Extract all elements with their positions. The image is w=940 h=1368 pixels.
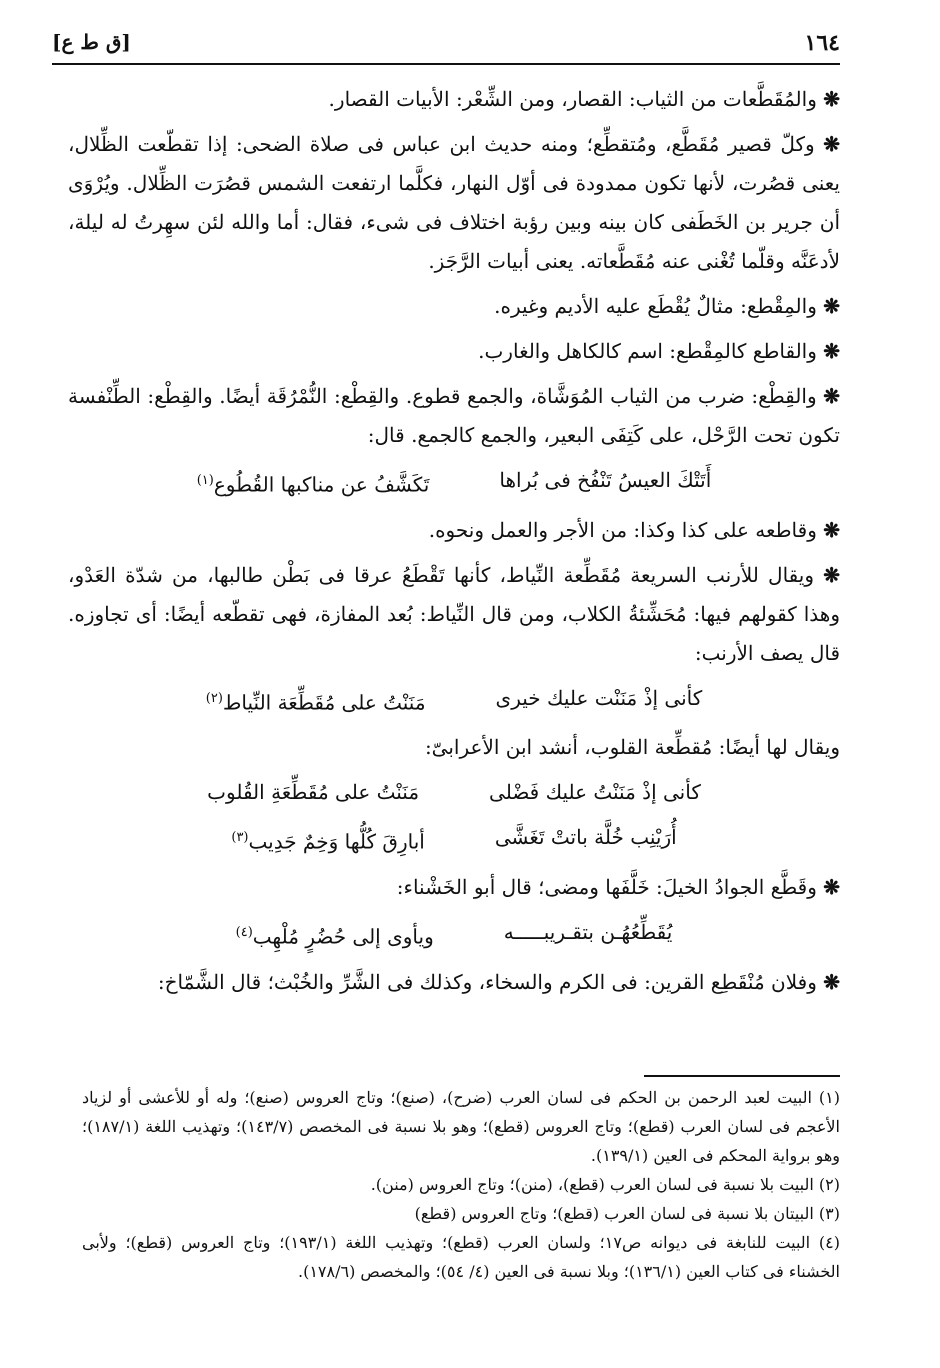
verse-second-hemistich: مَنَنْتُ على مُقَطِّعَةِ القُلوب (207, 780, 420, 805)
star-icon: ❋ (823, 517, 840, 542)
star-icon: ❋ (823, 339, 840, 363)
star-icon: ❋ (823, 969, 840, 994)
footnote: (١) البيت لعبد الرحمن بن الحكم فى لسان العرب (ضرح)، (صنع)؛ وتاج العروس (صنع)؛ وله أو للأعشى أو لزياد الأعجم فى لسان العرب (قطع)؛ وتاج العروس (قطع)؛ وهو بلا نسبة فى المخصص (١٤٣/٧)؛ وتهذيب اللغة (١٨٧/١)؛ وهو برواية المحكم فى العين (١٣٩/١). (82, 1088, 840, 1165)
paragraph: ❋ وكلّ قصير مُقَطَّع، ومُتقطِّع؛ ومنه حديث ابن عباس فى صلاة الضحى: إذا تقطّعت الظِّلال، يعنى قصُرت، لأنها تكون ممدودة فى أوّل النهار، فكلَّما ارتفعت الشمس قصُرَت الظِّلال. ويُرْوَى أن جرير بن الخَطَفى كان بينه وبين رؤبة اختلاف فى شىء، فقال: أما والله لئن سهِرتُ له ليلة، لأدعَنَّه وقلّما تُغْنى عنه مُقَطَّعاته. يعنى أبيات الرَّجَز. (68, 132, 841, 273)
star-icon: ❋ (823, 87, 840, 111)
footnote-separator (644, 1075, 840, 1077)
paragraph: ❋ وفلان مُنْقَطِع القرين: فى الكرم والسخاء، وكذلك فى الشَّرِّ والخُبْث؛ قال الشَّمّاخ: (157, 969, 840, 994)
verse-second-hemistich: مَنَنْتُ على مُقَطِّعَة النِّياط$^{(٢)}$ (205, 690, 426, 715)
verse-first-hemistich: كأنى إذْ مَنَنْت عليك خيرى (495, 685, 703, 710)
paragraph: ❋ والمُقَطَّعات من الثياب: القصار، ومن الشِّعْر: الأبيات القصار. (328, 87, 840, 111)
verse-line (68, 679, 840, 723)
verse-line (68, 773, 840, 812)
main-text (68, 80, 840, 1008)
paragraph: ❋ والقاطع كالمِقْطع: اسم كالكاهل والغارب. (478, 339, 840, 363)
page-number: ١٦٤ (804, 30, 840, 56)
verse-line (68, 913, 840, 957)
footnote-marker: (٣) (231, 830, 249, 846)
footnotes (82, 1083, 840, 1286)
footnote-marker: (١) (196, 473, 214, 488)
paragraph: ❋ وقَطَّع الجوادُ الخيلَ: خَلَّفَها ومضى؛ قال أبو الخَشْناء: (396, 874, 840, 899)
verse-first-hemistich: يُقَطِّعُهُـن بتقـريبـــــه (503, 919, 673, 944)
paragraph: ❋ وقاطعه على كذا وكذا: من الأجر والعمل ونحوه. (428, 517, 840, 542)
paragraph: ❋ والقِطْع: ضرب من الثياب المُوَشَّاة، والجمع قطوع. والقِطْع: النُّمْرُقَة أيضًا. والقِطْع: الطِّنْفسة تكون تحت الرَّحْل، على كَتِفَى البعير، والجمع كالجمع. قال: (68, 384, 841, 447)
footnote-marker: (٤) (235, 924, 253, 940)
star-icon: ❋ (823, 294, 840, 318)
verse-first-hemistich: أَتَتْكَ العيسُ تَنْفُخ فى بُراها (499, 468, 712, 492)
footnote: (٢) البيت بلا نسبة فى لسان العرب (قطع)، (منن)؛ وتاج العروس (منن). (370, 1175, 840, 1194)
page-header (52, 28, 840, 62)
header-rule (52, 63, 840, 65)
paragraph: ❋ والمِقْطع: مثالٌ يُقْطَع عليه الأديم وغيره. (494, 294, 840, 318)
star-icon: ❋ (823, 874, 840, 899)
footnote-marker: (٢) (205, 690, 223, 706)
verse-first-hemistich: أُرَيْنِب خُلَّة باتتْ تَغَشَّى (494, 825, 677, 850)
verse-second-hemistich: أبارِقَ كُلُّها وَخِمٌ جَدِيب$^{(٣)}$ (231, 829, 425, 854)
verse-second-hemistich: تَكَشَّفُ عن مناكبها القُطُوع$^{(١)}$ (196, 472, 430, 497)
star-icon: ❋ (823, 132, 841, 156)
footnote: (٣) البيتان بلا نسبة فى لسان العرب (قطع)؛ وتاج العروس (قطع) (414, 1204, 840, 1223)
footnote: (٤) البيت للنابغة فى ديوانه ص١٧؛ ولسان العرب (قطع)؛ وتهذيب اللغة (١٩٣/١)؛ وتاج العروس (قطع)؛ ولأبى الخشناء فى كتاب العين (١٣٦/١)؛ وبلا نسبة فى العين (٤/ ٥٤)؛ والمخصص (١٧٨/٦). (82, 1233, 840, 1281)
verse-line (68, 461, 840, 505)
root-letters: [ق ط ع] (52, 30, 131, 54)
verse-second-hemistich: ويأوى إلى حُضُرٍ مُلْهِب$^{(٤)}$ (235, 924, 434, 949)
paragraph: ❋ ويقال للأرنب السريعة مُقَطِّعة النِّياط، كأنها تَقْطَعُ عرقا فى بَطْن طالبها، من شدّة العَدْو، وهذا كقولهم فيها: مُحَشِّئةُ الكلاب، ومن قال النِّياط: بُعد المفازة، فهى تقطّعه أيضًا: أى تجاوزه. قال يصف الأرنب: (68, 562, 840, 665)
paragraph: ويقال لها أيضًا: مُقطِّعة القلوب، أنشد ابن الأعرابىّ: (424, 735, 840, 760)
star-icon: ❋ (823, 384, 841, 408)
star-icon: ❋ (823, 562, 840, 587)
verse-line (68, 818, 840, 862)
verse-first-hemistich: كأنى إذْ مَنَنْتُ عليك فَضْلى (489, 780, 701, 805)
